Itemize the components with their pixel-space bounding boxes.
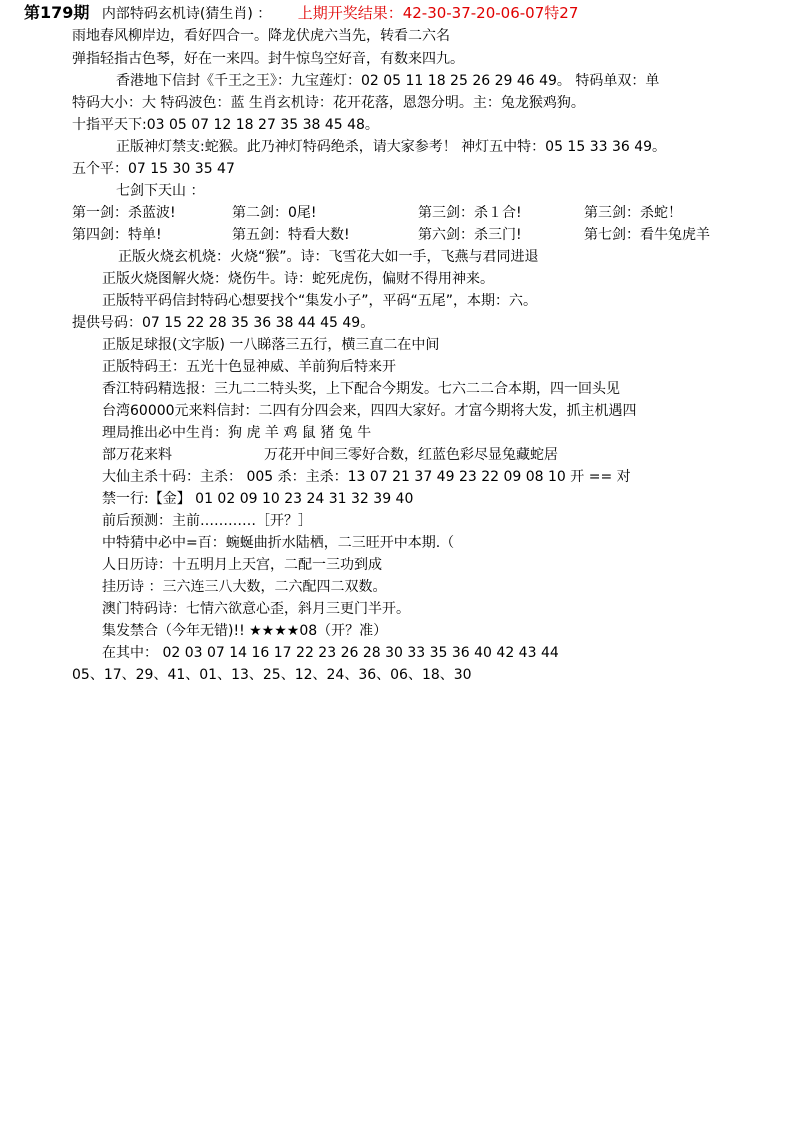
sword-5: 第五剑：特看大数! — [232, 227, 350, 243]
sword-3b: 第三剑：杀蛇！ — [584, 205, 682, 221]
flowers-source-text: 万花开中间三零好合数，红蓝色彩尽显兔藏蛇居 — [264, 447, 558, 463]
divine-lamp-line: 正版神灯禁支:蛇猴。此乃神灯特码绝杀，请大家参考！ 神灯五中特：05 15 33 36 49。 — [116, 139, 667, 155]
header-title: 内部特码玄机诗(猜生肖) ： — [101, 6, 272, 22]
last-draw-result: 上期开奖结果：42-30-37-20-06-07特27 — [297, 4, 579, 22]
fire-riddle-line: 正版火烧玄机烧：火烧“猴”。诗：飞雪花大如一手，飞燕与君同进退 — [118, 249, 539, 265]
flowers-source-label: 部万花来料 — [102, 447, 172, 463]
special-king-line: 正版特码王：五光十色显神威、羊前狗后特来开 — [102, 359, 396, 375]
included-numbers-line: 在其中： 02 03 07 14 16 17 22 23 26 28 30 33 35 36 40 42 43 44 — [102, 645, 559, 661]
sword-1: 第一剑：杀蓝波! — [72, 205, 176, 221]
sword-6: 第六剑：杀三门! — [418, 227, 522, 243]
sword-2: 第二剑：0尾! — [232, 205, 317, 221]
sure-hit-line: 中特猜中必中=百：蜿蜒曲折水陆栖，二三旺开中本期.（ — [102, 535, 455, 551]
forbidden-row-line: 禁一行:【金】 01 02 09 10 23 24 31 32 39 40 — [102, 491, 414, 507]
sword-3a: 第三剑：杀１合! — [418, 205, 522, 221]
poem-line-1: 雨地春风柳岸边，看好四合一。降龙伏虎六当先，转看二六名 — [72, 28, 450, 44]
special-attributes-line: 特码大小：大 特码波色：蓝 生肖玄机诗：花开花落，恩怨分明。主：兔龙猴鸡狗。 — [72, 95, 585, 111]
fire-diagram-line: 正版火烧图解火烧：烧伤牛。诗：蛇死虎伤，偏财不得用神来。 — [102, 271, 494, 287]
five-flat-line: 五个平：07 15 30 35 47 — [72, 161, 235, 177]
zodiac-picks-line: 理局推出必中生肖：狗 虎 羊 鸡 鼠 猪 兔 牛 — [102, 425, 372, 441]
flat-envelope-line: 正版特平码信封特码心想要找个“集发小子”，平码“五尾”，本期：六。 — [102, 293, 538, 309]
sword-4: 第四剑：特单! — [72, 227, 162, 243]
wall-calendar-poem: 挂历诗 ：三六连三八大数，二六配四二双数。 — [102, 579, 387, 595]
macau-poem-line: 澳门特码诗：七情六欲意心歪，斜月三更门半开。 — [102, 601, 410, 617]
issue-number: 第179期 — [24, 3, 90, 22]
header-row — [24, 4, 578, 23]
poem-line-2: 弹指轻指古色琴，好在一来四。封牛惊鸟空好音，有数来四九。 — [72, 51, 464, 67]
hk-envelope-line: 香港地下信封《千王之王》：九宝莲灯：02 05 11 18 25 26 29 46 49。 特码单双：单 — [116, 73, 660, 89]
hongkong-select-line: 香江特码精选报：三九二二特头奖，上下配合今期发。七六二二合本期，四一回头见 — [102, 381, 620, 397]
provided-numbers-line: 提供号码：07 15 22 28 35 36 38 44 45 49。 — [72, 315, 375, 331]
taiwan-envelope-line: 台湾60000元来料信封：二四有分四会来，四四大家好。才富今期将大发，抓主机遇四 — [102, 403, 637, 419]
number-sequence-line: 05、17、29、41、01、13、25、12、24、36、06、18、30 — [72, 667, 472, 683]
sword-7: 第七剑：看牛兔虎羊 — [584, 227, 710, 243]
football-paper-line: 正版足球报(文字版) 一八睇落三五行，横三直二在中间 — [102, 337, 440, 353]
jifa-forbidden-line: 集发禁合（今年无错)!! ★★★★08（开？准） — [102, 623, 388, 639]
front-back-forecast-line: 前后预测：主前…………［开？］ — [102, 513, 312, 529]
immortal-kill-line: 大仙主杀十码：主杀： 005 杀：主杀：13 07 21 37 49 23 22 09 08 10 开 == 对 — [102, 469, 631, 485]
seven-swords-title: 七剑下天山 ： — [116, 183, 205, 199]
ten-fingers-line: 十指平天下:03 05 07 12 18 27 35 38 45 48。 — [72, 117, 379, 133]
daily-calendar-poem: 人日历诗：十五明月上天宫，二配一三功到成 — [102, 557, 382, 573]
